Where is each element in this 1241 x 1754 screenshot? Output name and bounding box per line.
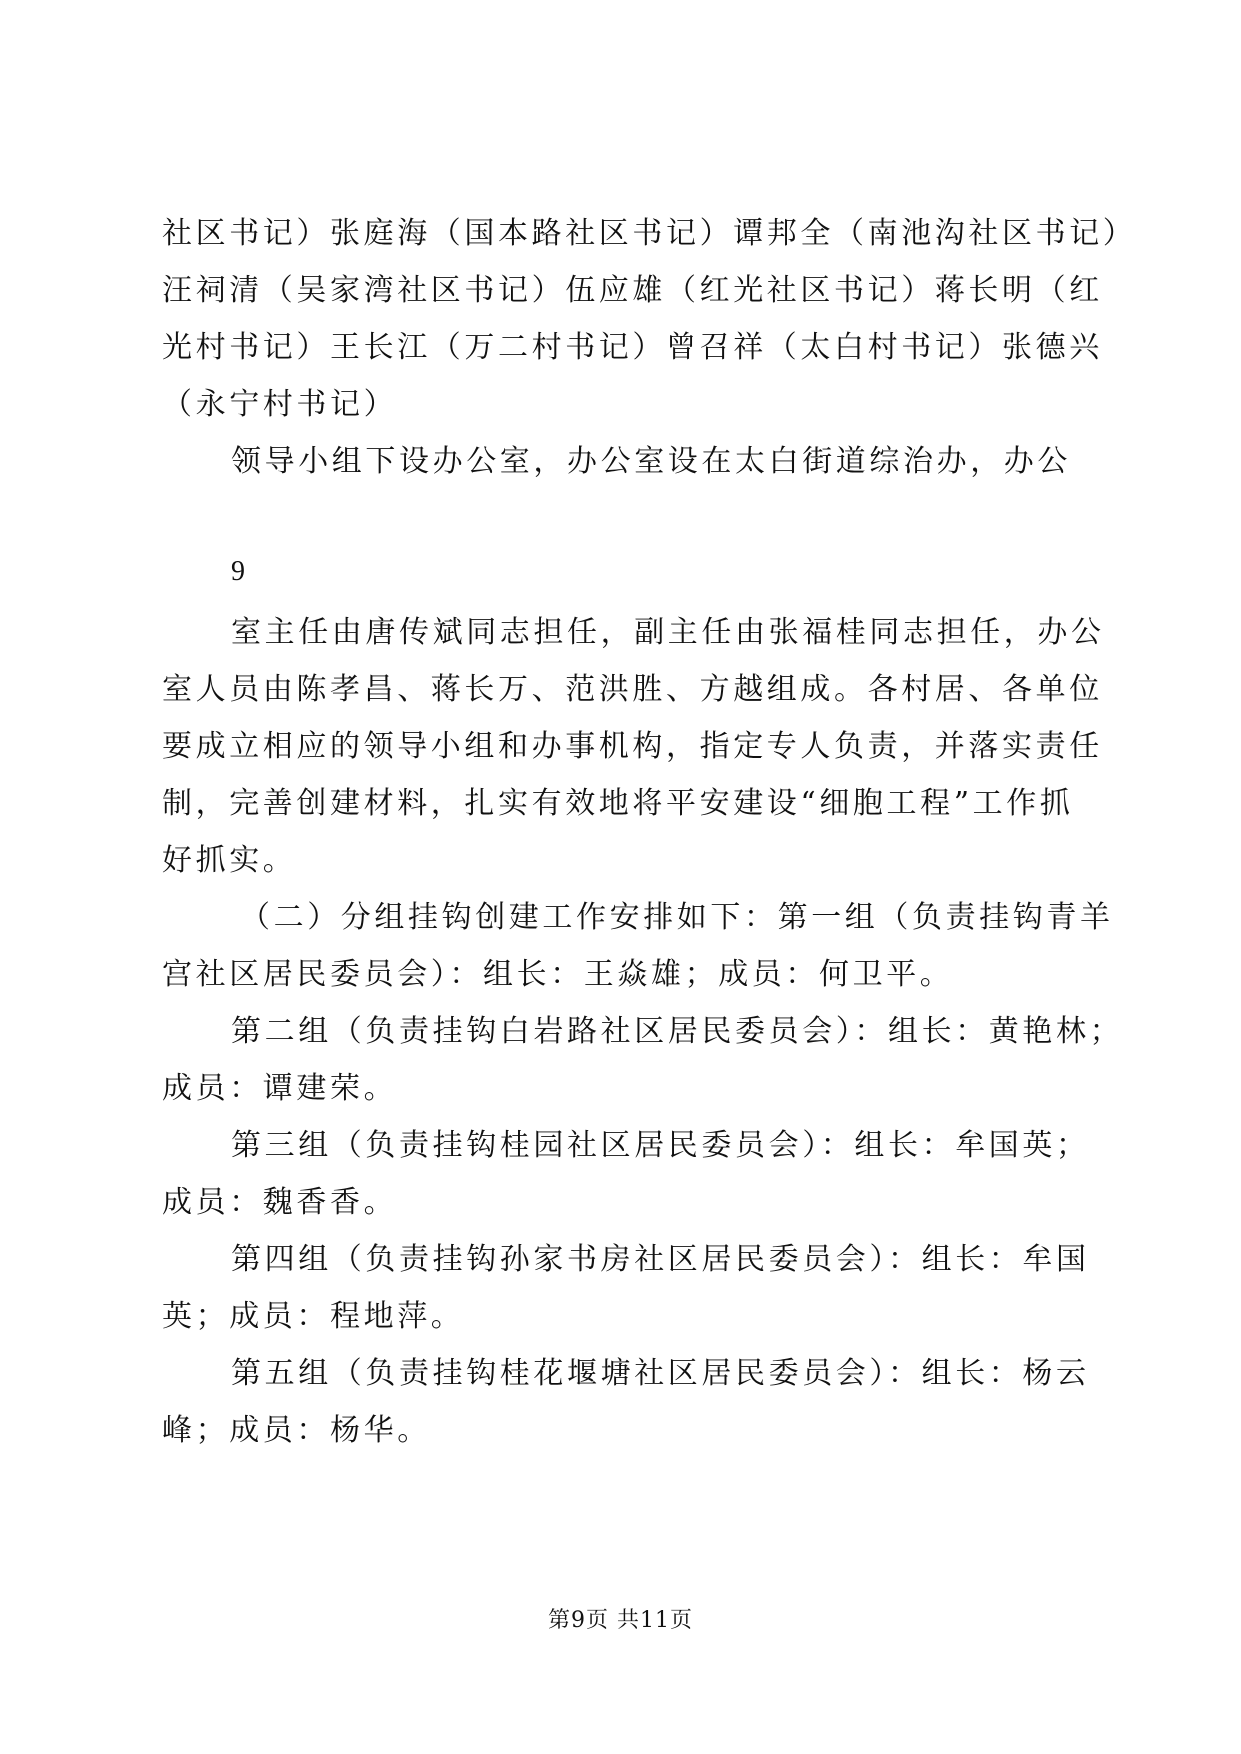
text-line: （二）分组挂钩创建工作安排如下：第一组（负责挂钩青羊 (240, 900, 1114, 935)
text-line: 宫社区居民委员会）：组长：王焱雄；成员：何卫平。 (162, 957, 954, 992)
text-line: 社区书记）张庭海（国本路社区书记）谭邦全（南池沟社区书记） (162, 216, 1137, 251)
text-line: 第二组（负责挂钩白岩路社区居民委员会）：组长：黄艳林； (231, 1014, 1124, 1049)
text-line: 成员：谭建荣。 (162, 1071, 398, 1106)
page-footer: 第9页 共11页 (548, 1608, 693, 1633)
text-line: （永宁村书记） (162, 387, 398, 422)
inline-page-number: 9 (231, 556, 245, 587)
text-line: 光村书记）王长江（万二村书记）曾召祥（太白村书记）张德兴 (162, 330, 1103, 365)
text-line: 制，完善创建材料，扎实有效地将平安建设“细胞工程”工作抓 (162, 786, 1074, 821)
text-line: 峰；成员：杨华。 (162, 1413, 431, 1448)
text-line: 室人员由陈孝昌、蒋长万、范洪胜、方越组成。各村居、各单位 (162, 672, 1103, 707)
text-line: 室主任由唐传斌同志担任，副主任由张福桂同志担任，办公 (231, 615, 1105, 650)
text-line: 好抓实。 (162, 843, 297, 878)
text-line: 要成立相应的领导小组和办事机构，指定专人负责，并落实责任 (162, 729, 1103, 764)
text-line: 第五组（负责挂钩桂花堰塘社区居民委员会）：组长：杨云 (231, 1356, 1090, 1391)
text-line: 英；成员：程地萍。 (162, 1299, 465, 1334)
text-line: 领导小组下设办公室，办公室设在太白街道综治办，办公 (231, 444, 1071, 479)
text-line: 第三组（负责挂钩桂园社区居民委员会）：组长：牟国英； (231, 1128, 1090, 1163)
text-line: 第四组（负责挂钩孙家书房社区居民委员会）：组长：牟国 (231, 1242, 1090, 1277)
text-line: 汪祠清（吴家湾社区书记）伍应雄（红光社区书记）蒋长明（红 (162, 273, 1103, 308)
text-line: 成员：魏香香。 (162, 1185, 398, 1220)
